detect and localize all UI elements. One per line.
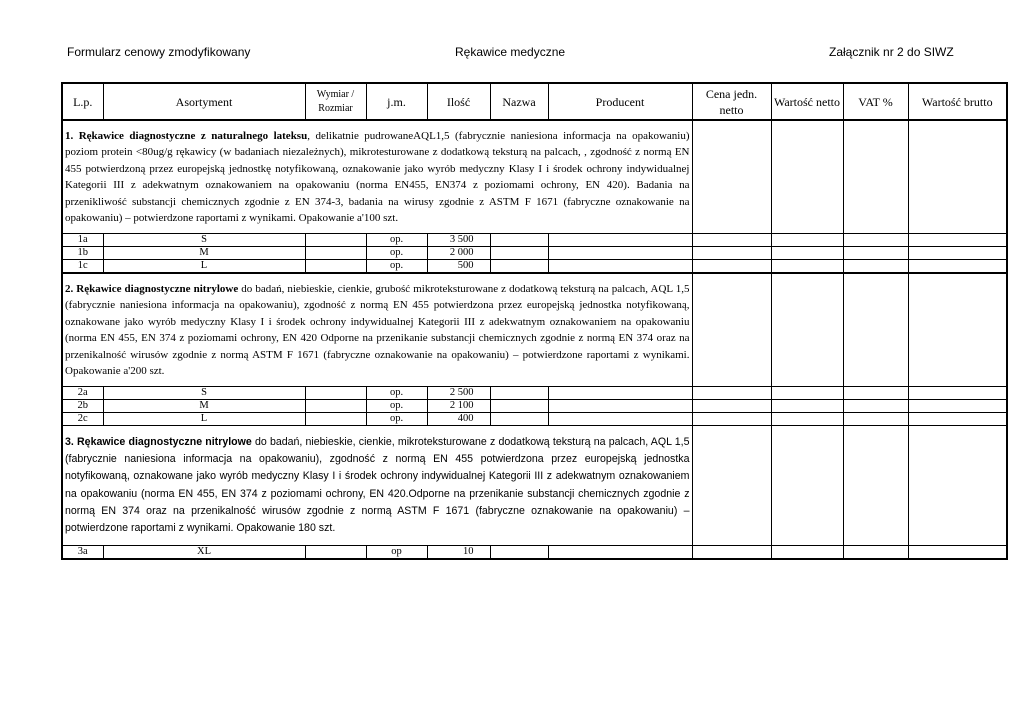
table-row xyxy=(62,260,1007,274)
col-header-jm: j.m. xyxy=(366,83,427,120)
item-lp: 2b xyxy=(62,400,103,413)
item-dimension-cell xyxy=(305,247,366,260)
net-value-cell[interactable] xyxy=(771,426,843,546)
group-description-row xyxy=(62,273,1007,387)
col-header-ilosc: Ilość xyxy=(427,83,490,120)
group-description xyxy=(62,120,692,234)
item-lp: 1c xyxy=(62,260,103,274)
item-net-value-cell[interactable] xyxy=(771,400,843,413)
item-gross-value-cell[interactable] xyxy=(908,260,1007,274)
item-gross-value-cell[interactable] xyxy=(908,387,1007,400)
group-description-row xyxy=(62,426,1007,546)
item-size: XL xyxy=(103,546,305,560)
item-lp: 1b xyxy=(62,247,103,260)
group-description-text: do badań, niebieskie, cienkie, grubość mikroteksturowane z dodatkową teksturą na palcach, AQL 1,5 (fabrycznie naniesiona informacja na opakowaniu), zgodność z normą EN 455 potwierdzona przez europejską jednostka notyfikowaną, oznakowane jako wyrób medyczny Klasy I i środek ochrony indywidualnej Kategorii III z adekwatnym oznakowaniem na opakowaniu (norma EN 455, EN 374 z poziomami ochrony, EN 420 Odporne na przenikanie substancji chemicznych zgodnie z normą EN 374 oraz na przenikalność wirusów zgodnie z normą ASTM F 1671 (fabryczne oznakowanie na opakowaniu) – potwierdzone raportami z wynikami. Opakowanie a'200 szt. xyxy=(65,282,690,377)
item-gross-value-cell[interactable] xyxy=(908,546,1007,560)
item-vat-cell[interactable] xyxy=(843,400,908,413)
item-price-cell[interactable] xyxy=(692,247,771,260)
price-cell[interactable] xyxy=(692,273,771,387)
item-producer-cell[interactable] xyxy=(548,247,692,260)
item-name-cell[interactable] xyxy=(490,387,548,400)
item-gross-value-cell[interactable] xyxy=(908,400,1007,413)
item-vat-cell[interactable] xyxy=(843,546,908,560)
item-net-value-cell[interactable] xyxy=(771,387,843,400)
item-producer-cell[interactable] xyxy=(548,546,692,560)
item-size: S xyxy=(103,234,305,247)
vat-cell[interactable] xyxy=(843,120,908,234)
item-unit: op. xyxy=(366,234,427,247)
item-vat-cell[interactable] xyxy=(843,260,908,274)
group-description-text: do badań, niebieskie, cienkie, mikroteksturowane z dodatkową teksturą na palcach, AQL 1,5 (fabrycznie naniesiona informacja na opakowaniu), zgodność z normą EN 455 potwierdzona przez europejską jednostka notyfikowaną, oznakowane jako wyrób medyczny Klasy I i środek ochrony indywidualnej Kategorii III z adekwatnym oznakowaniem na opakowaniu (norma EN 455, EN 374 z poziomami ochrony, EN 420.Odporne na przenikanie substancji chemicznych zgodnie z normą EN 374 oraz na przenikalność wirusów zgodnie z normą ASTM F 1671 (fabryczne oznakowanie na opakowaniu) – potwierdzone raportami z wynikami. Opakowanie 180 szt. xyxy=(65,435,690,535)
item-size: M xyxy=(103,400,305,413)
item-dimension-cell xyxy=(305,260,366,274)
col-header-lp: L.p. xyxy=(62,83,103,120)
item-unit: op. xyxy=(366,387,427,400)
group-description-text: , delikatnie pudrowaneAQL1,5 (fabrycznie naniesiona informacja na opakowaniu) poziom protein <80ug/g rękawicy (w badaniach niezależnych), mikrotesturowane z dodatkową teksturą na palcach, , zgodność z normą EN 455 potwierdzoną przez europejską jednostkę notyfikowaną, oznakowanie jako wyrób medyczny Klasy I i środek ochrony indywidualnej Kategorii III z adekwatnym oznakowaniem na opakowaniu (norma EN455, EN374 z poziomami ochrony, EN 420). Badania na przenikliwość substancji chemicznych zgodnie z EN 374-3, badania na wirusy zgodnie z ASTM F 1671 (fabryczne oznakowanie na opakowaniu) – potwierdzone raportami z wynikami. Opakowanie a'100 szt. xyxy=(65,129,690,224)
item-name-cell[interactable] xyxy=(490,260,548,274)
item-net-value-cell[interactable] xyxy=(771,260,843,274)
col-header-wartosc-brutto: Wartość brutto xyxy=(908,83,1007,120)
item-name-cell[interactable] xyxy=(490,546,548,560)
col-header-cena: Cena jedn. netto xyxy=(692,83,771,120)
col-header-wymiar: Wymiar / Rozmiar xyxy=(305,83,366,120)
item-price-cell[interactable] xyxy=(692,400,771,413)
item-size: S xyxy=(103,387,305,400)
item-unit: op. xyxy=(366,260,427,274)
item-price-cell[interactable] xyxy=(692,234,771,247)
group-title: 1. Rękawice diagnostyczne z naturalnego lateksu xyxy=(65,129,308,142)
item-price-cell[interactable] xyxy=(692,413,771,426)
col-header-wartosc-netto: Wartość netto xyxy=(771,83,843,120)
item-producer-cell[interactable] xyxy=(548,400,692,413)
item-producer-cell[interactable] xyxy=(548,260,692,274)
gross-value-cell[interactable] xyxy=(908,120,1007,234)
vat-cell[interactable] xyxy=(843,273,908,387)
item-lp: 1a xyxy=(62,234,103,247)
item-name-cell[interactable] xyxy=(490,247,548,260)
item-lp: 2c xyxy=(62,413,103,426)
item-size: L xyxy=(103,260,305,274)
item-unit: op xyxy=(366,546,427,560)
item-quantity: 2 000 xyxy=(427,247,490,260)
header-form-title: Formularz cenowy zmodyfikowany xyxy=(67,45,251,59)
net-value-cell[interactable] xyxy=(771,120,843,234)
item-producer-cell[interactable] xyxy=(548,413,692,426)
item-net-value-cell[interactable] xyxy=(771,546,843,560)
price-form-table xyxy=(61,82,1008,560)
item-gross-value-cell[interactable] xyxy=(908,234,1007,247)
item-vat-cell[interactable] xyxy=(843,234,908,247)
item-price-cell[interactable] xyxy=(692,387,771,400)
item-net-value-cell[interactable] xyxy=(771,234,843,247)
item-gross-value-cell[interactable] xyxy=(908,247,1007,260)
item-quantity: 2 500 xyxy=(427,387,490,400)
item-vat-cell[interactable] xyxy=(843,247,908,260)
item-unit: op. xyxy=(366,247,427,260)
price-cell[interactable] xyxy=(692,120,771,234)
col-header-nazwa: Nazwa xyxy=(490,83,548,120)
gross-value-cell[interactable] xyxy=(908,273,1007,387)
item-dimension-cell xyxy=(305,234,366,247)
item-vat-cell[interactable] xyxy=(843,387,908,400)
price-cell[interactable] xyxy=(692,426,771,546)
table-row xyxy=(62,400,1007,413)
vat-cell[interactable] xyxy=(843,426,908,546)
group-description xyxy=(62,426,692,546)
table-row xyxy=(62,387,1007,400)
item-price-cell[interactable] xyxy=(692,260,771,274)
group-title: 2. Rękawice diagnostyczne nitrylowe xyxy=(65,282,239,295)
item-vat-cell[interactable] xyxy=(843,413,908,426)
group-description-row xyxy=(62,120,1007,234)
col-header-vat: VAT % xyxy=(843,83,908,120)
item-dimension-cell xyxy=(305,546,366,560)
table-row xyxy=(62,546,1007,560)
group-description xyxy=(62,273,692,387)
gross-value-cell[interactable] xyxy=(908,426,1007,546)
group-title: 3. Rękawice diagnostyczne nitrylowe xyxy=(65,435,252,448)
item-quantity: 2 100 xyxy=(427,400,490,413)
item-lp: 2a xyxy=(62,387,103,400)
net-value-cell[interactable] xyxy=(771,273,843,387)
table-header-row xyxy=(62,83,1007,120)
item-net-value-cell[interactable] xyxy=(771,247,843,260)
item-unit: op. xyxy=(366,413,427,426)
item-net-value-cell[interactable] xyxy=(771,413,843,426)
item-dimension-cell xyxy=(305,400,366,413)
item-dimension-cell xyxy=(305,387,366,400)
item-price-cell[interactable] xyxy=(692,546,771,560)
item-name-cell[interactable] xyxy=(490,400,548,413)
item-quantity: 3 500 xyxy=(427,234,490,247)
item-unit: op. xyxy=(366,400,427,413)
item-name-cell[interactable] xyxy=(490,413,548,426)
item-name-cell[interactable] xyxy=(490,234,548,247)
item-gross-value-cell[interactable] xyxy=(908,413,1007,426)
item-dimension-cell xyxy=(305,413,366,426)
item-quantity: 500 xyxy=(427,260,490,274)
table-row xyxy=(62,234,1007,247)
item-size: M xyxy=(103,247,305,260)
item-quantity: 400 xyxy=(427,413,490,426)
header-attachment-label: Załącznik nr 2 do SIWZ xyxy=(829,45,954,59)
item-producer-cell[interactable] xyxy=(548,234,692,247)
table-row xyxy=(62,247,1007,260)
table-row xyxy=(62,413,1007,426)
col-header-asortyment: Asortyment xyxy=(103,83,305,120)
item-lp: 3a xyxy=(62,546,103,560)
header-subject: Rękawice medyczne xyxy=(455,45,566,59)
item-size: L xyxy=(103,413,305,426)
item-producer-cell[interactable] xyxy=(548,387,692,400)
col-header-producent: Producent xyxy=(548,83,692,120)
item-quantity: 10 xyxy=(427,546,490,560)
